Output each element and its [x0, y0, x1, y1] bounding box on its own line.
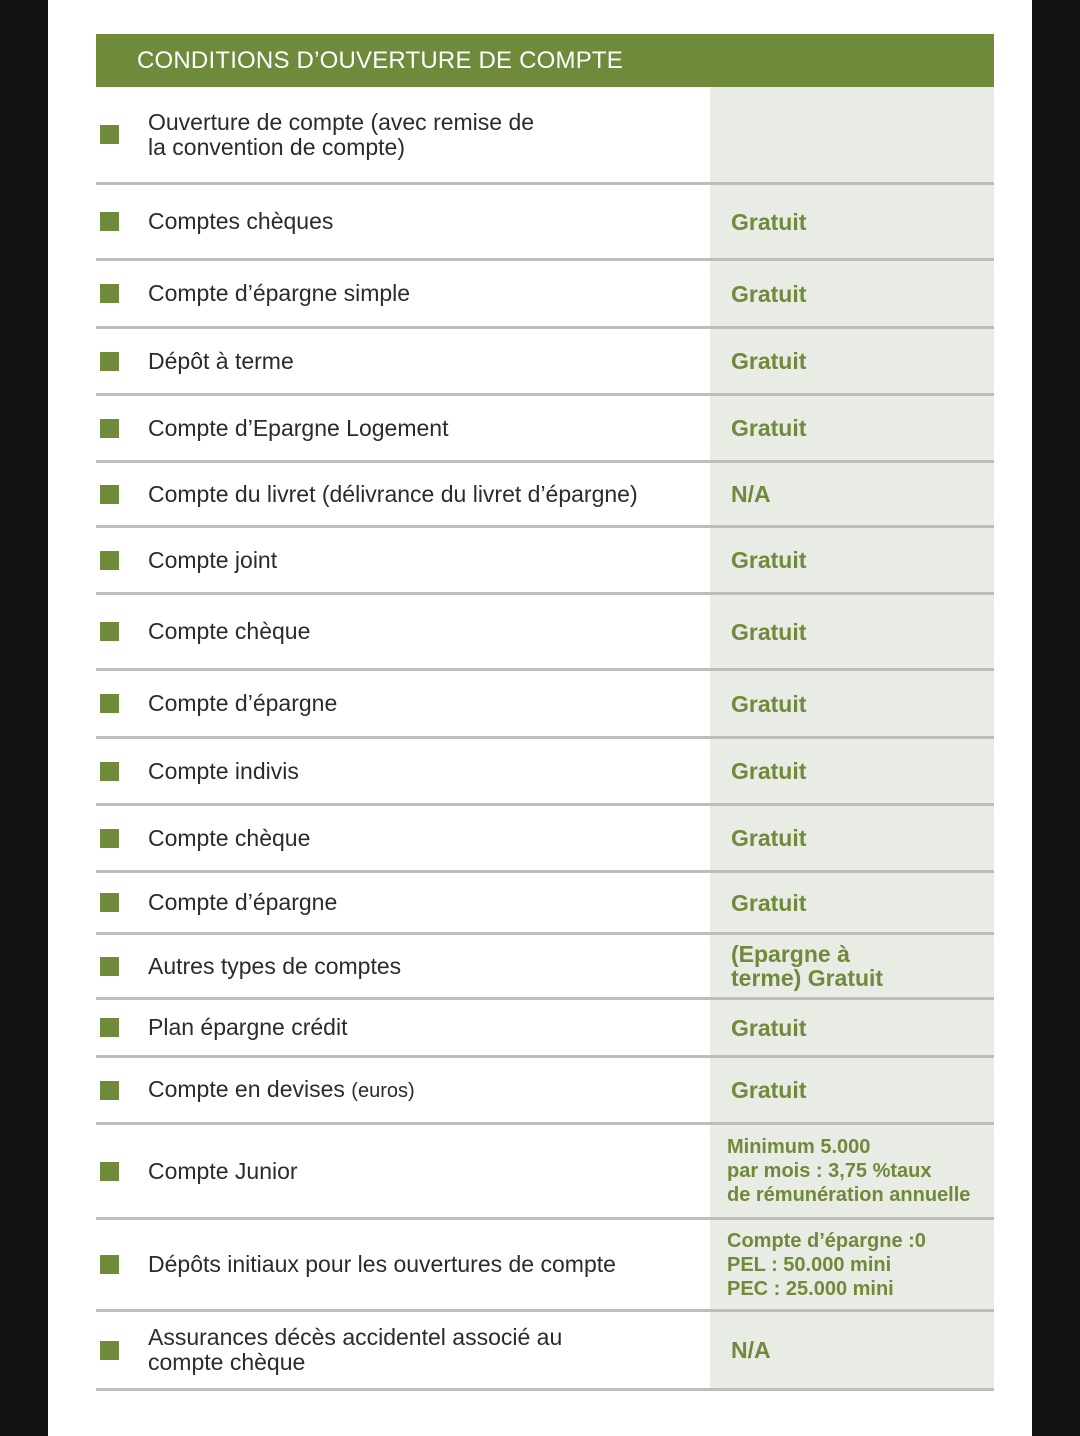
table-row: [96, 595, 994, 671]
row-label: [148, 1252, 616, 1277]
row-label-text: Compte indivis: [148, 757, 299, 784]
square-bullet-icon: [100, 212, 119, 231]
row-value: Gratuit: [731, 618, 807, 645]
row-label-text: Dépôts initiaux pour les ouvertures de compte: [148, 1251, 616, 1277]
row-label-cell: [96, 87, 710, 182]
row-label-cell: [96, 671, 710, 736]
row-label: [148, 110, 534, 160]
row-label-cell: [96, 1312, 710, 1388]
table-row: [96, 1058, 994, 1125]
row-value-cell: [710, 261, 994, 326]
row-value-cell: [710, 1000, 994, 1055]
row-value-cell: [710, 1220, 994, 1309]
row-value-cell: [710, 329, 994, 393]
row-label-cell: [96, 261, 710, 326]
table-row: [96, 806, 994, 873]
row-value: N/A: [731, 481, 771, 507]
table-row: [96, 87, 994, 185]
square-bullet-icon: [100, 1341, 119, 1360]
row-label-text: Compte joint: [148, 546, 278, 573]
square-bullet-icon: [100, 1081, 119, 1100]
row-label: [148, 482, 638, 507]
row-value: Gratuit: [731, 547, 807, 573]
table-row: [96, 671, 994, 739]
row-value: Gratuit: [731, 280, 807, 307]
row-label-cell: [96, 935, 710, 997]
row-label: [148, 349, 294, 374]
square-bullet-icon: [100, 1018, 119, 1037]
row-value: Gratuit: [731, 208, 807, 235]
square-bullet-icon: [100, 893, 119, 912]
row-label-text: Assurances décès accidentel associé au compte chèque: [148, 1324, 563, 1375]
row-label-cell: [96, 1125, 710, 1217]
row-label-cell: [96, 1220, 710, 1309]
row-label-text: Compte chèque: [148, 618, 311, 644]
table-body: [96, 87, 994, 1391]
table-row: [96, 396, 994, 463]
row-value: Compte d’épargne :0 PEL : 50.000 mini PEC : 25.000 mini: [727, 1229, 926, 1300]
row-label-text: Compte d’épargne: [148, 889, 338, 915]
row-value: Gratuit: [731, 1077, 807, 1103]
row-label: [148, 1159, 298, 1184]
row-value: N/A: [731, 1337, 771, 1363]
table-row: [96, 1000, 994, 1058]
table-row: [96, 1312, 994, 1391]
row-value-cell: [710, 671, 994, 736]
table-row: [96, 185, 994, 261]
row-label-cell: [96, 185, 710, 258]
row-label: [148, 281, 410, 306]
row-label-cell: [96, 595, 710, 668]
row-value-cell: [710, 1058, 994, 1122]
row-label-cell: [96, 1000, 710, 1055]
row-label-cell: [96, 873, 710, 932]
table-row: [96, 739, 994, 806]
table-row: [96, 329, 994, 396]
table-row: [96, 261, 994, 329]
square-bullet-icon: [100, 694, 119, 713]
row-value: Gratuit: [731, 758, 807, 784]
row-value: Gratuit: [731, 690, 807, 717]
row-label-text: Compte d’Epargne Logement: [148, 414, 449, 441]
row-label: [148, 209, 333, 234]
table-row: [96, 1125, 994, 1220]
row-value: Gratuit: [731, 825, 807, 851]
row-label: [148, 1077, 415, 1104]
row-label-text: Compte d’épargne simple: [148, 280, 411, 306]
square-bullet-icon: [100, 419, 119, 438]
row-value-cell: [710, 87, 994, 182]
row-value-cell: [710, 463, 994, 525]
row-label: [148, 548, 277, 573]
account-conditions-table: [96, 34, 994, 1391]
row-label-cell: [96, 806, 710, 870]
row-value-cell: [710, 396, 994, 460]
square-bullet-icon: [100, 125, 119, 144]
row-value: Gratuit: [731, 889, 807, 916]
row-value-cell: [710, 185, 994, 258]
table-row: [96, 1220, 994, 1312]
row-value-cell: [710, 739, 994, 803]
square-bullet-icon: [100, 829, 119, 848]
row-label-text: Plan épargne crédit: [148, 1014, 348, 1040]
square-bullet-icon: [100, 551, 119, 570]
square-bullet-icon: [100, 485, 119, 504]
table-row: [96, 528, 994, 595]
square-bullet-icon: [100, 1255, 119, 1274]
row-label-cell: [96, 396, 710, 460]
row-value: Gratuit: [731, 1014, 807, 1041]
row-label: [148, 416, 448, 441]
row-label-cell: [96, 528, 710, 592]
row-value: Minimum 5.000 par mois : 3,75 %taux de rémunération annuelle: [727, 1136, 971, 1206]
row-value-cell: [710, 873, 994, 932]
row-label-cell: [96, 1058, 710, 1122]
square-bullet-icon: [100, 352, 119, 371]
row-label-text: Autres types de comptes: [148, 952, 402, 979]
row-label-text: Compte Junior: [148, 1157, 298, 1184]
row-value-cell: [710, 935, 994, 997]
square-bullet-icon: [100, 957, 119, 976]
square-bullet-icon: [100, 284, 119, 303]
row-label: [148, 1015, 347, 1040]
square-bullet-icon: [100, 622, 119, 641]
row-value-cell: [710, 1312, 994, 1388]
row-value-cell: [710, 1125, 994, 1217]
row-value-cell: [710, 806, 994, 870]
row-label-text: Compte du livret (délivrance du livret d’épargne): [148, 480, 638, 507]
row-label: [148, 691, 337, 716]
row-value: (Epargne à terme) Gratuit: [731, 941, 884, 991]
table-header: CONDITIONS D’OUVERTURE DE COMPTE: [96, 34, 994, 87]
square-bullet-icon: [100, 1162, 119, 1181]
document-page: [48, 0, 1032, 1436]
row-value: Gratuit: [731, 415, 807, 441]
row-label: [148, 759, 299, 784]
row-label-cell: [96, 329, 710, 393]
row-label-text: Ouverture de compte (avec remise de la convention de compte): [148, 108, 535, 160]
row-label-cell: [96, 463, 710, 525]
row-label-text: Dépôt à terme: [148, 347, 294, 374]
row-label: [148, 826, 310, 851]
row-value-cell: [710, 595, 994, 668]
row-label-note: (euros): [351, 1079, 415, 1102]
table-row: [96, 463, 994, 528]
row-label-cell: [96, 739, 710, 803]
row-label: [148, 890, 337, 915]
row-label-text: Comptes chèques: [148, 208, 334, 234]
table-row: [96, 873, 994, 935]
row-label-text: Compte en devises: [148, 1075, 345, 1102]
row-label: [148, 1325, 562, 1375]
row-value-cell: [710, 528, 994, 592]
square-bullet-icon: [100, 762, 119, 781]
row-label: [148, 954, 401, 979]
row-label: [148, 619, 310, 644]
row-label-text: Compte d’épargne: [148, 690, 338, 716]
row-value: Gratuit: [731, 348, 807, 374]
table-row: [96, 935, 994, 1000]
row-label-text: Compte chèque: [148, 824, 311, 851]
